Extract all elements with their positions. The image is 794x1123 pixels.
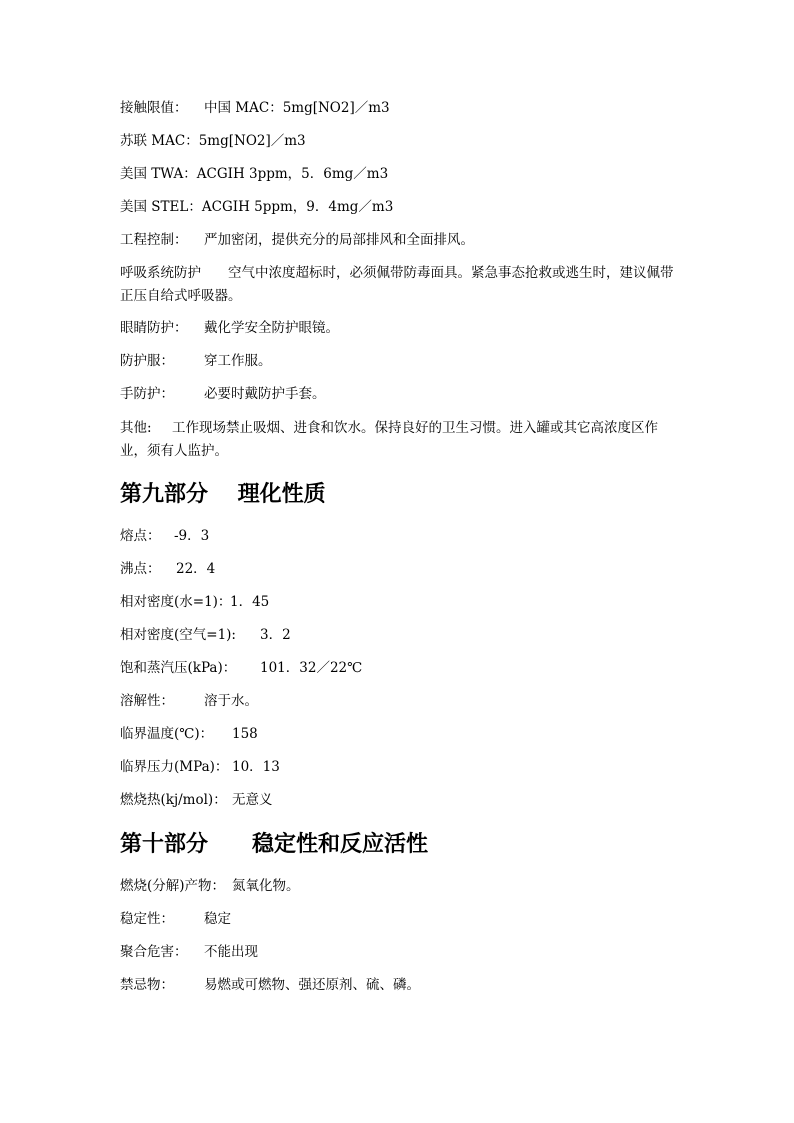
critical-temperature-value: 158 <box>232 726 258 742</box>
us-twa-line <box>120 164 388 184</box>
critical-temperature-line <box>120 724 258 744</box>
decomposition-products-line <box>120 876 300 896</box>
boiling-point-line <box>120 559 215 579</box>
us-stel-line <box>120 197 393 217</box>
ussr-mac-value: 5mg[NO2]／m3 <box>198 133 306 149</box>
solubility-label: 溶解性： <box>120 693 174 709</box>
density-air-value: 3．2 <box>260 627 291 643</box>
vapor-pressure-label: 饱和蒸汽压(kPa)： <box>120 660 237 676</box>
solubility-line <box>120 691 258 711</box>
density-air-label: 相对密度(空气=1): <box>120 627 236 643</box>
boiling-point-value: 22．4 <box>176 561 216 577</box>
critical-temperature-label: 临界温度(℃)： <box>120 726 214 742</box>
decomposition-products-value: 氮氧化物。 <box>232 878 300 894</box>
exposure-limit-label: 接触限值： <box>120 100 188 116</box>
respiratory-protection-line <box>120 262 676 308</box>
ussr-mac-line <box>120 131 306 151</box>
polymerization-hazard-label: 聚合危害： <box>120 944 188 960</box>
incompatible-materials-label: 禁忌物： <box>120 977 174 993</box>
stability-line <box>120 909 231 929</box>
engineering-control-value: 严加密闭，提供充分的局部排风和全面排风。 <box>204 232 474 248</box>
hand-protection-line <box>120 384 326 404</box>
density-water-value: 1．45 <box>230 594 270 610</box>
critical-pressure-line <box>120 757 280 777</box>
decomposition-products-label: 燃烧(分解)产物： <box>120 878 226 894</box>
vapor-pressure-value: 101．32／22℃ <box>260 660 363 676</box>
combustion-heat-value: 无意义 <box>232 792 273 808</box>
other-protection-line <box>120 417 676 463</box>
eye-protection-value: 戴化学安全防护眼镜。 <box>204 320 339 336</box>
other-protection-label: 其他: <box>120 420 152 436</box>
incompatible-materials-value: 易燃或可燃物、强还原剂、硫、磷。 <box>204 977 420 993</box>
melting-point-line <box>120 526 209 546</box>
solubility-value: 溶于水。 <box>204 693 258 709</box>
eye-protection-line <box>120 318 339 338</box>
polymerization-hazard-value: 不能出现 <box>204 944 258 960</box>
exposure-limit-line <box>120 98 390 118</box>
respiratory-protection-value: 空气中浓度超标时，必须佩带防毒面具。紧急事态抢救或逃生时，建议佩带正压自给式呼吸器。 <box>120 265 674 304</box>
incompatible-materials-line <box>120 975 420 995</box>
other-protection-value: 工作现场禁止吸烟、进食和饮水。保持良好的卫生习惯。进入罐或其它高浓度区作业，须有人监护。 <box>120 420 658 459</box>
protective-clothing-value: 穿工作服。 <box>204 353 272 369</box>
eye-protection-label: 眼睛防护： <box>120 320 188 336</box>
us-twa-label: 美国 TWA： <box>120 166 197 182</box>
engineering-control-label: 工程控制： <box>120 232 188 248</box>
section-9-heading: 第九部分 理化性质 <box>120 481 326 507</box>
critical-pressure-label: 临界压力(MPa)： <box>120 759 229 775</box>
boiling-point-label: 沸点： <box>120 561 161 577</box>
hand-protection-value: 必要时戴防护手套。 <box>204 386 326 402</box>
critical-pressure-value: 10．13 <box>232 759 280 775</box>
combustion-heat-label: 燃烧热(kj/mol)： <box>120 792 227 808</box>
density-air-line <box>120 625 291 645</box>
melting-point-value: -9．3 <box>174 528 210 544</box>
density-water-line <box>120 592 269 612</box>
respiratory-protection-label: 呼吸系统防护 <box>120 265 201 281</box>
stability-label: 稳定性： <box>120 911 174 927</box>
us-stel-label: 美国 STEL： <box>120 199 202 215</box>
stability-value: 稳定 <box>204 911 231 927</box>
ussr-mac-label: 苏联 MAC： <box>120 133 199 149</box>
protective-clothing-line <box>120 351 272 371</box>
exposure-limit-value: 中国 MAC：5mg[NO2]／m3 <box>204 100 390 116</box>
us-twa-value: ACGIH 3ppm，5．6mg／m3 <box>196 166 389 182</box>
hand-protection-label: 手防护： <box>120 386 174 402</box>
polymerization-hazard-line <box>120 942 258 962</box>
section-10-heading: 第十部分 稳定性和反应活性 <box>120 831 429 857</box>
vapor-pressure-line <box>120 658 362 678</box>
us-stel-value: ACGIH 5ppm，9．4mg／m3 <box>201 199 394 215</box>
density-water-label: 相对密度(水=1)： <box>120 594 232 610</box>
engineering-control-line <box>120 230 474 250</box>
protective-clothing-label: 防护服： <box>120 353 174 369</box>
combustion-heat-line <box>120 790 273 810</box>
melting-point-label: 熔点： <box>120 528 161 544</box>
